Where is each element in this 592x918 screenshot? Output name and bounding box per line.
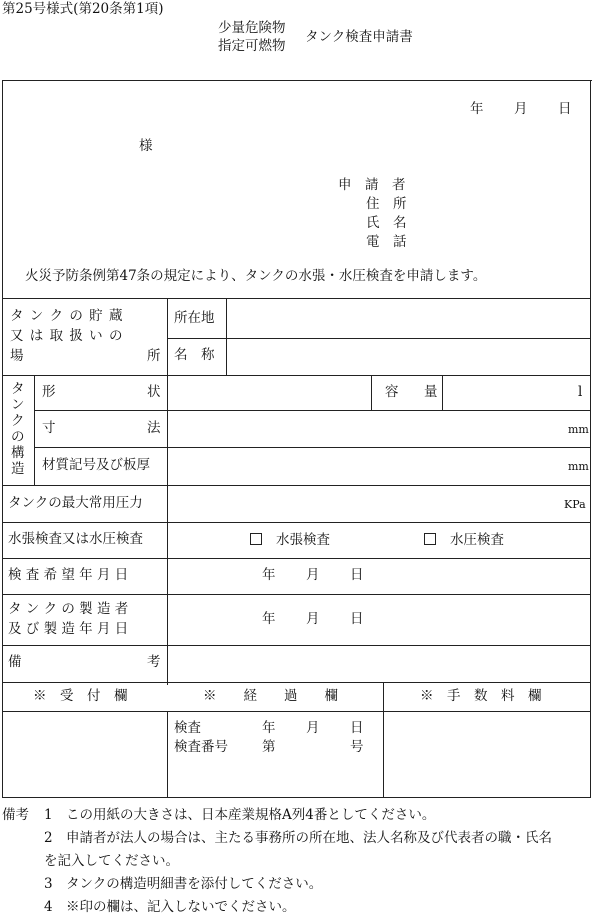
progress-column-header: ※ 経 過 欄 [203, 688, 338, 704]
remarks-label-right: 考 [147, 654, 161, 670]
desired-date-day: 日 [350, 567, 364, 583]
inspection-number-prefix: 第 [262, 739, 276, 755]
note-2-number: 2 [44, 830, 53, 846]
note-1-number: 1 [44, 807, 53, 823]
applicant-address-label: 住 所 [366, 196, 407, 212]
inspection-year: 年 [262, 720, 276, 736]
test-option-water-fill[interactable] [250, 533, 330, 548]
col-line [34, 375, 35, 485]
note-3-text: タンクの構造明細書を添付してください。 [66, 876, 323, 892]
manufacturer-label-line1: タ ン ク の 製 造 者 [8, 601, 129, 617]
notes-heading: 備考 [2, 807, 29, 823]
structure-label-char-3: ク [11, 413, 25, 429]
desired-date-label: 検 査 希 望 年 月 日 [8, 567, 129, 583]
addressee-suffix: 様 [139, 138, 153, 154]
row-line [2, 594, 591, 595]
water-pressure-checkbox[interactable] [424, 533, 436, 545]
manufacturer-label-line2: 及 び 製 造 年 月 日 [8, 621, 129, 637]
size-label-right: 法 [147, 420, 161, 436]
applicant-phone-label: 電 話 [366, 234, 407, 250]
manufacture-date-year: 年 [262, 611, 276, 627]
date-day: 日 [558, 101, 572, 117]
col-line [167, 711, 168, 798]
structure-label-char-4: の [11, 429, 25, 445]
material-label: 材質記号及び板厚 [42, 457, 150, 473]
structure-label-char-5: 構 [11, 445, 25, 461]
water-fill-label: 水張検査 [276, 532, 330, 548]
max-pressure-unit: KPa [564, 498, 586, 511]
title-line-combustibles: 指定可燃物 [218, 38, 286, 54]
fee-column-header: ※ 手 数 料 欄 [420, 688, 542, 704]
row-line [2, 682, 591, 683]
row-line [2, 522, 591, 523]
inspection-number-label: 検査番号 [174, 739, 228, 755]
material-unit: mm [568, 460, 589, 473]
statement: 火災予防条例第47条の規定により、タンクの水張・水圧検査を申請します。 [25, 268, 487, 284]
form-title: タンク検査申請書 [305, 29, 413, 45]
row-line [2, 298, 591, 299]
capacity-label-right: 量 [424, 384, 438, 400]
col-line [383, 682, 384, 798]
row-line [2, 645, 591, 646]
row-line [34, 410, 591, 411]
structure-label-char-2: ン [11, 397, 25, 413]
water-pressure-label: 水圧検査 [450, 532, 504, 548]
test-option-water-pressure[interactable] [424, 533, 504, 548]
storage-label-line3-right: 所 [147, 348, 161, 364]
note-1-text: この用紙の大きさは、日本産業規格A列4番としてください。 [66, 807, 436, 823]
test-type-label: 水張検査又は水圧検査 [8, 531, 143, 547]
manufacture-date-month: 月 [306, 611, 320, 627]
structure-label-char-1: タ [11, 381, 25, 397]
max-pressure-label: タンクの最大常用圧力 [8, 495, 143, 511]
note-4-text: ※印の欄は、記入しないでください。 [66, 899, 296, 915]
row-line [34, 447, 591, 448]
date-year: 年 [470, 101, 484, 117]
capacity-label-left: 容 [385, 384, 399, 400]
applicant-name-label: 氏 名 [366, 215, 407, 231]
box-top-border [2, 80, 592, 81]
shape-label-left: 形 [42, 384, 56, 400]
row-line [2, 375, 591, 376]
inspection-number-suffix: 号 [350, 739, 364, 755]
title-line-hazardous: 少量危険物 [218, 20, 286, 36]
inspection-month: 月 [306, 720, 320, 736]
col-line [371, 375, 372, 410]
col-line [167, 298, 168, 685]
capacity-unit: l [578, 384, 583, 400]
desired-date-month: 月 [306, 567, 320, 583]
box-left-border [2, 80, 3, 798]
reception-column-header: ※ 受 付 欄 [33, 688, 128, 704]
water-fill-checkbox[interactable] [250, 533, 262, 545]
row-line [2, 558, 591, 559]
inspection-label: 検査 [174, 720, 201, 736]
inspection-day: 日 [350, 720, 364, 736]
col-line [442, 375, 443, 410]
note-4-number: 4 [44, 899, 53, 915]
box-bottom-border [2, 797, 591, 798]
row-line [2, 711, 591, 712]
row-line [2, 485, 591, 486]
box-right-border [590, 80, 591, 798]
size-label-left: 寸 [42, 420, 56, 436]
place-name-label: 名 称 [174, 347, 215, 363]
storage-label-line2: 又 は 取 扱 い の [10, 328, 124, 344]
row-line [167, 338, 591, 339]
size-unit: mm [568, 423, 589, 436]
shape-label-right: 状 [147, 384, 161, 400]
note-2-continued: を記入してください。 [44, 853, 179, 869]
structure-label-char-6: 造 [11, 461, 25, 477]
location-label: 所在地 [174, 310, 215, 326]
col-line [226, 298, 227, 375]
storage-label-line3-left: 場 [10, 348, 24, 364]
note-2-text: 申請者が法人の場合は、主たる事務所の所在地、法人名称及び代表者の職・氏名 [66, 830, 552, 846]
remarks-label-left: 備 [8, 654, 22, 670]
date-month: 月 [514, 101, 528, 117]
applicant-label: 申 請 者 [338, 177, 406, 193]
desired-date-year: 年 [262, 567, 276, 583]
manufacture-date-day: 日 [350, 611, 364, 627]
form-number: 第25号様式(第20条第1項) [2, 1, 164, 17]
storage-label-line1: タ ン ク の 貯 蔵 [10, 308, 124, 324]
note-3-number: 3 [44, 876, 53, 892]
